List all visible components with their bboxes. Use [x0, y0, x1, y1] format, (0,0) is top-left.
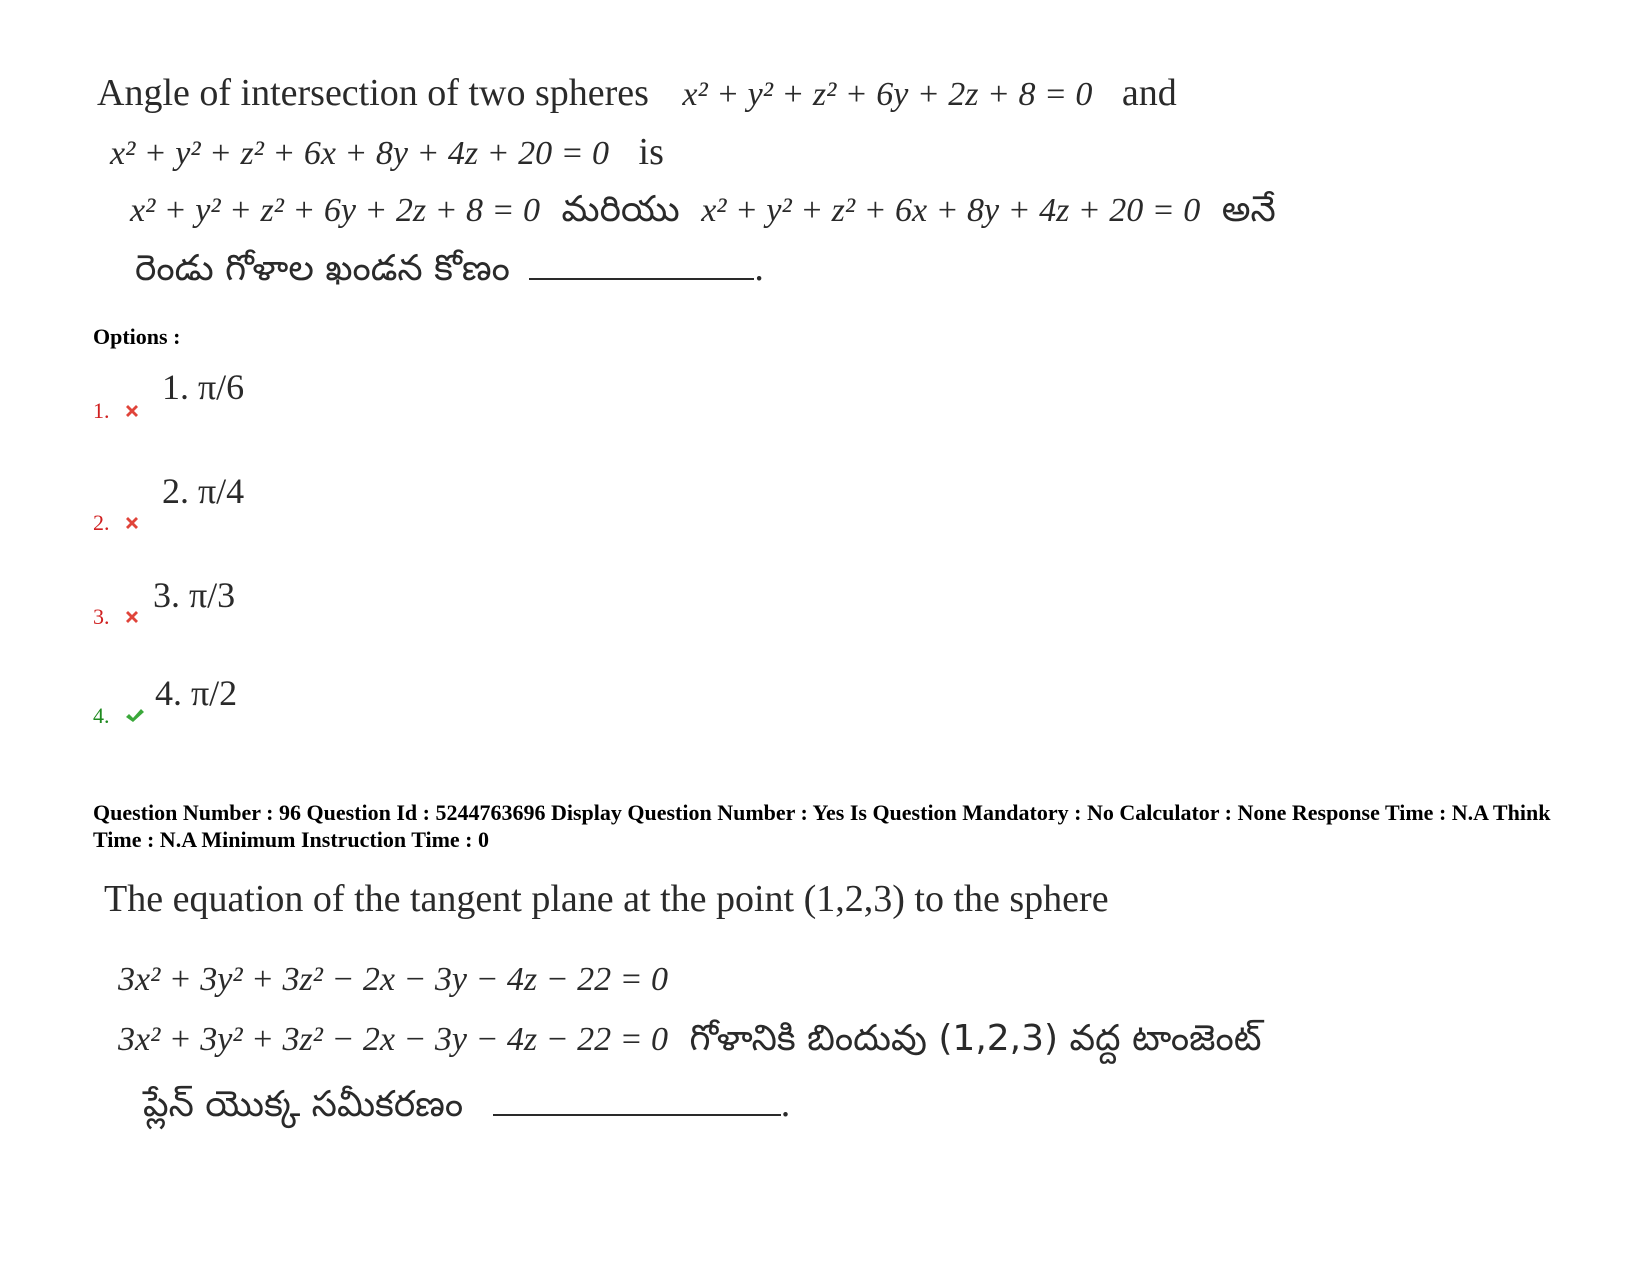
- question-next-te-line1: [118, 1019, 1262, 1057]
- question-prev-en-prefix: Angle of intersection of two spheres: [97, 72, 649, 114]
- option-number: 4.: [93, 703, 110, 728]
- option-1: [93, 398, 141, 424]
- answer-blank: [529, 248, 754, 280]
- answer-blank-period: .: [754, 247, 764, 289]
- question-prev-eq1: x² + y² + z² + 6y + 2z + 8 = 0: [682, 76, 1093, 113]
- cross-icon: [123, 402, 141, 420]
- option-3: [93, 604, 141, 630]
- question-next-eq-line: [118, 959, 668, 997]
- option-3-text: 3. π/3: [153, 575, 236, 615]
- cross-icon: [123, 608, 141, 626]
- check-icon: [123, 707, 145, 725]
- question-prev-te-line1: [130, 190, 1276, 228]
- answer-blank: [493, 1084, 781, 1116]
- question-next-te-rest: గోళానికి బిందువు (1,2,3) వద్ద టాంజెంట్: [689, 1018, 1262, 1059]
- question-next-te-eq: 3x² + 3y² + 3z² − 2x − 3y − 4z − 22 = 0: [118, 1021, 669, 1058]
- option-number: 2.: [93, 510, 110, 535]
- option-4: [93, 703, 145, 729]
- question-prev-te-eq2: x² + y² + z² + 6x + 8y + 4z + 20 = 0: [701, 192, 1201, 229]
- question-prev-te-line2: [135, 248, 764, 287]
- question-next-te-line2: [143, 1084, 790, 1123]
- option-2-text: 2. π/4: [162, 471, 245, 511]
- option-2: [93, 510, 141, 536]
- question-next-te-text: ప్లేన్ యొక్క సమీకరణం: [143, 1084, 464, 1125]
- question-prev-eq2: x² + y² + z² + 6x + 8y + 4z + 20 = 0: [110, 135, 610, 172]
- question-prev-te-text: రెండు గోళాల ఖండన కోణం: [135, 248, 510, 289]
- question-prev-te-eq1: x² + y² + z² + 6y + 2z + 8 = 0: [130, 192, 540, 229]
- option-4-text: 4. π/2: [155, 673, 238, 713]
- question-meta: Question Number : 96 Question Id : 5244763696 Display Question Number : Yes Is Question Mandatory : No Calculator : None Response Time : N.A Think Time : N.A Minimum Instruction Time : 0: [93, 800, 1551, 852]
- question-next-en-line: The equation of the tangent plane at the point (1,2,3) to the sphere: [104, 878, 1109, 920]
- question-prev-is: is: [638, 131, 664, 173]
- option-number: 1.: [93, 398, 110, 423]
- question-prev-and: and: [1121, 72, 1177, 114]
- options-label: Options :: [93, 324, 181, 349]
- question-prev-te-mariyu: మరియు: [561, 189, 680, 230]
- question-prev-line2: [110, 133, 664, 171]
- option-number: 3.: [93, 604, 110, 629]
- question-next-eq: 3x² + 3y² + 3z² − 2x − 3y − 4z − 22 = 0: [118, 961, 669, 998]
- question-prev-line1: [97, 74, 1177, 112]
- question-prev-te-ane: అనే: [1221, 189, 1276, 230]
- option-1-text: 1. π/6: [162, 367, 245, 407]
- cross-icon: [123, 514, 141, 532]
- answer-blank-period: .: [780, 1083, 791, 1125]
